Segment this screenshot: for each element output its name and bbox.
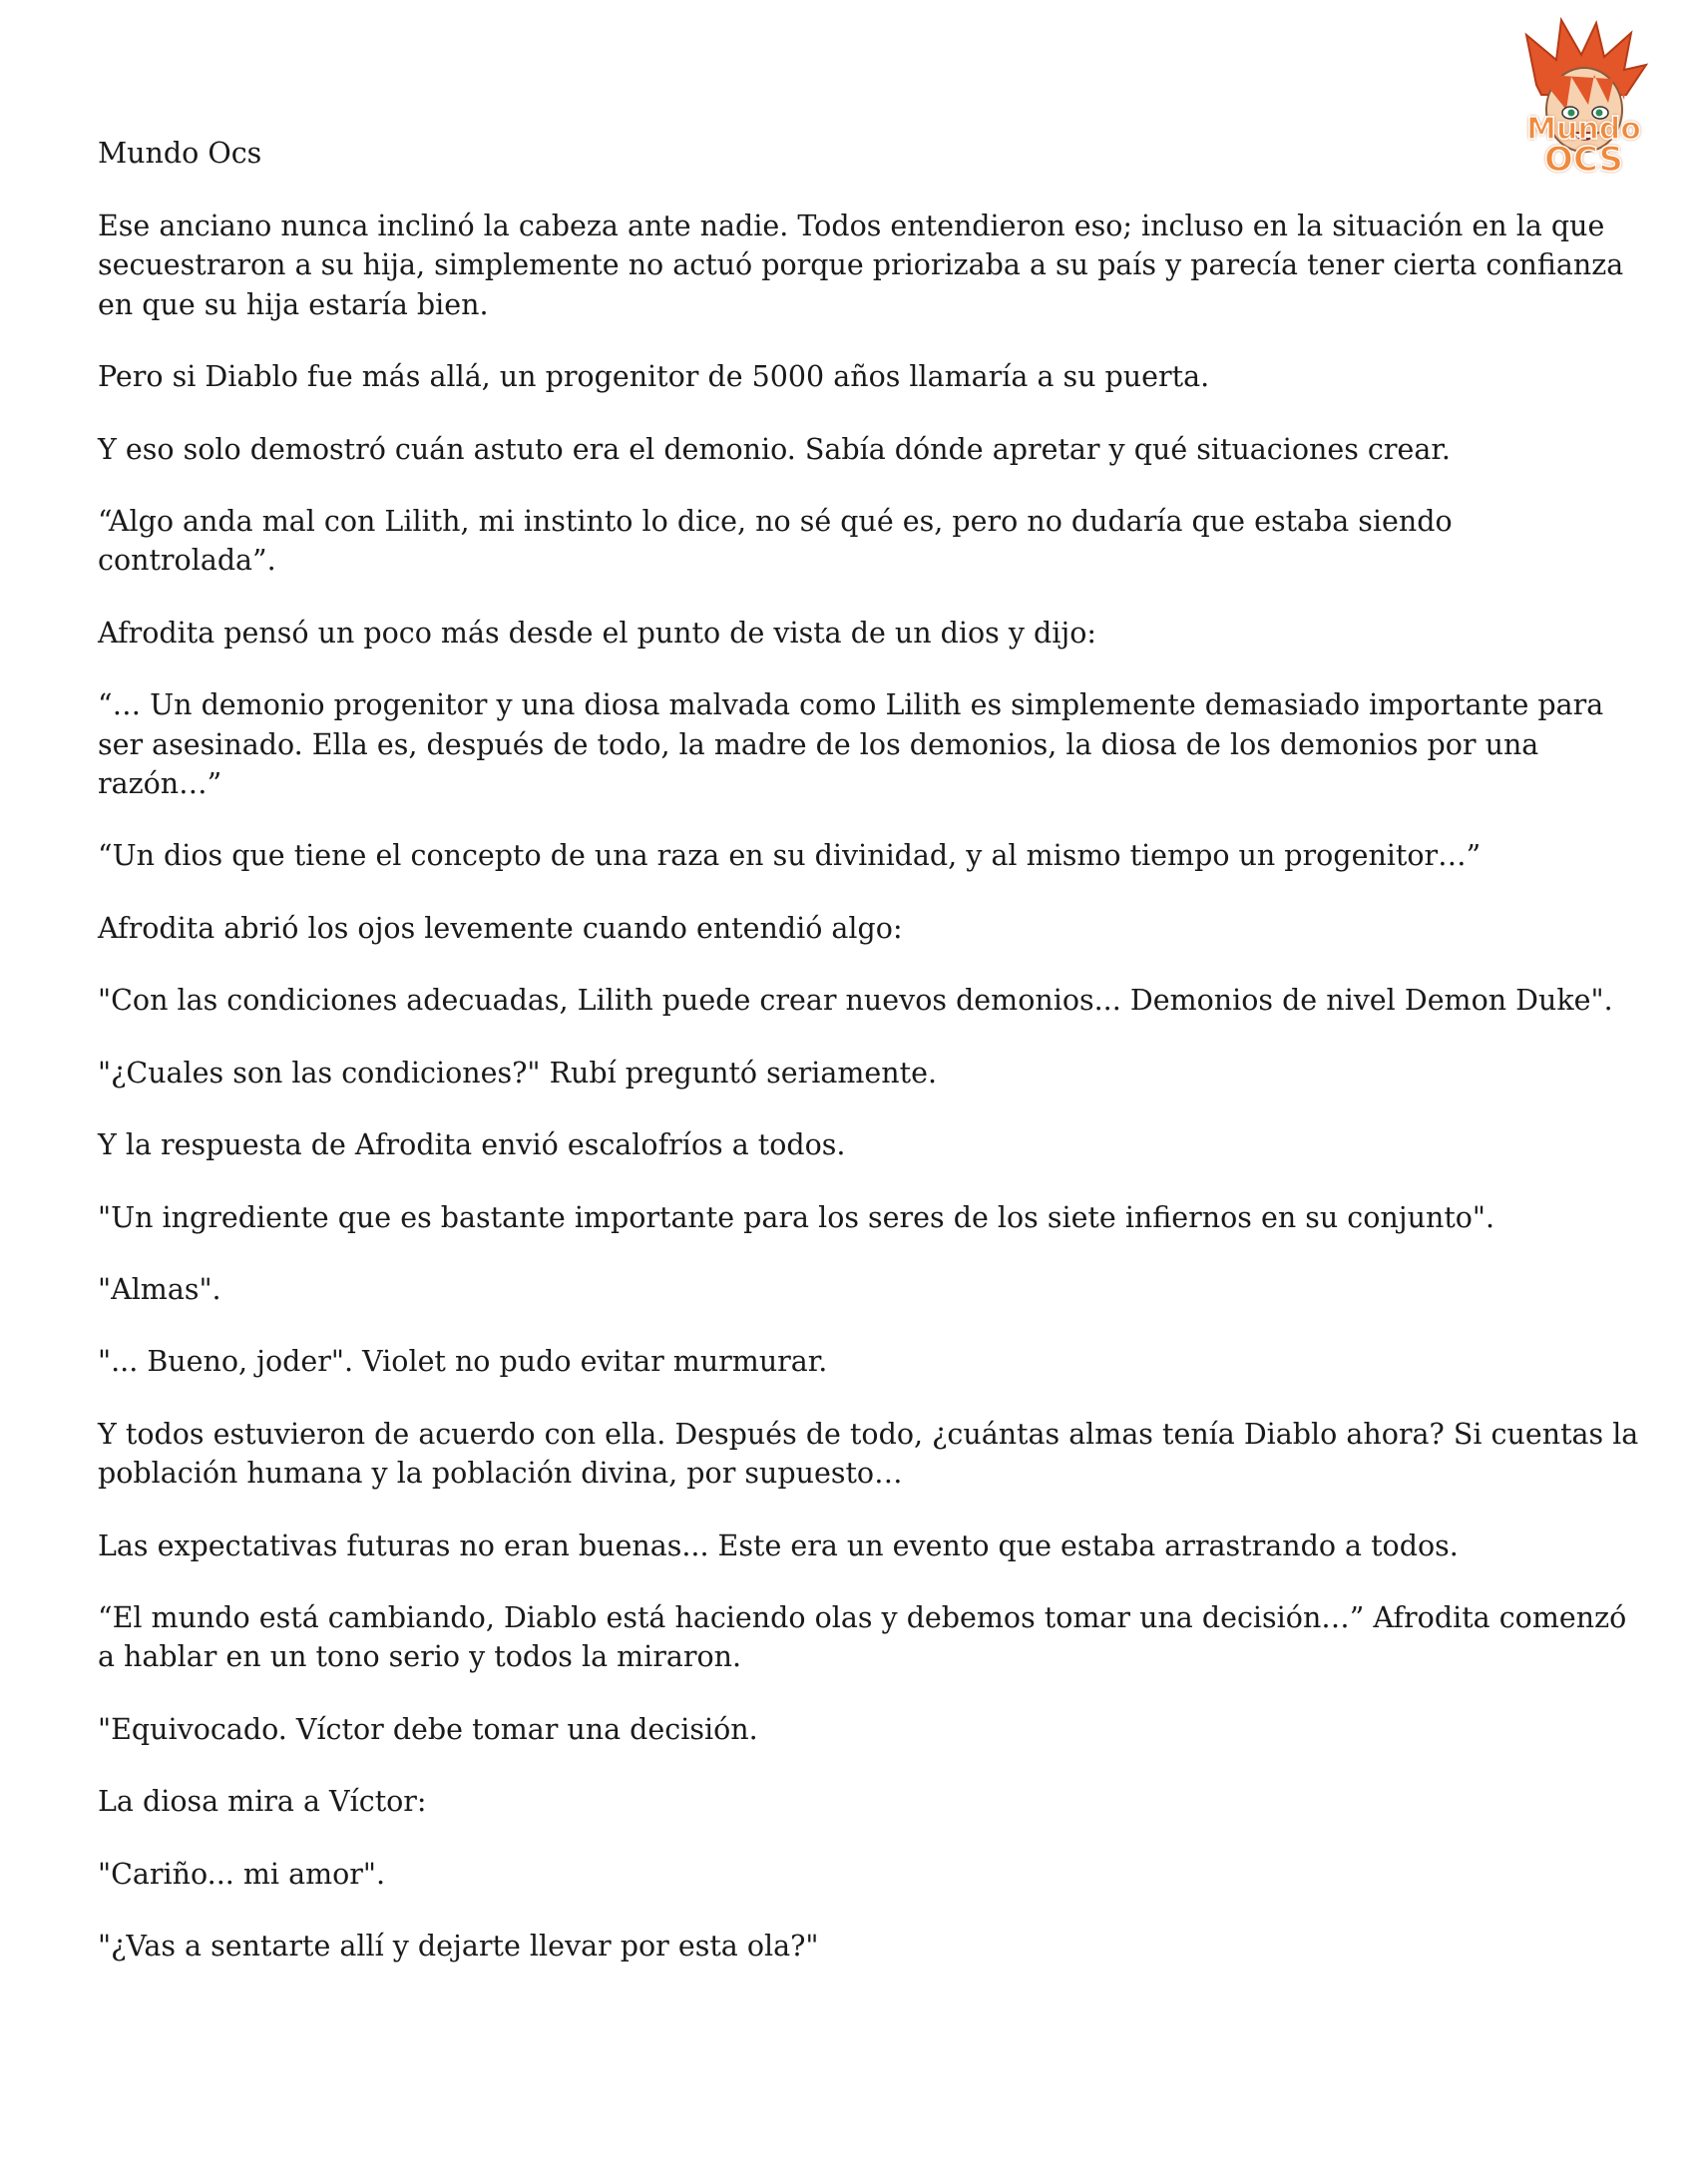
- paragraph: Afrodita pensó un poco más desde el punto de vista de un dios y dijo:: [98, 616, 1096, 650]
- paragraph: Y eso solo demostró cuán astuto era el demonio. Sabía dónde apretar y qué situaciones crear.: [98, 432, 1451, 466]
- paragraph: “El mundo está cambiando, Diablo está haciendo olas y debemos tomar una decisión…” Afrodita comenzó a hablar en un tono serio y todos la miraron.: [98, 1600, 1627, 1674]
- paragraph: La diosa mira a Víctor:: [98, 1785, 427, 1819]
- paragraph: “Un dios que tiene el concepto de una raza en su divinidad, y al mismo tiempo un progenitor…”: [98, 839, 1482, 873]
- page-title: Mundo Ocs: [98, 137, 262, 170]
- paragraph: “Algo anda mal con Lilith, mi instinto lo dice, no sé qué es, pero no dudaría que estaba siendo controlada”.: [98, 505, 1453, 578]
- paragraph: Y todos estuvieron de acuerdo con ella. Después de todo, ¿cuántas almas tenía Diablo ahora? Si cuentas la población humana y la población divina, por supuesto…: [98, 1417, 1639, 1491]
- mundo-ocs-logo-icon: [1496, 15, 1671, 190]
- paragraph: "¿Cuales son las condiciones?" Rubí preguntó seriamente.: [98, 1056, 938, 1090]
- logo-text-line2: OCS: [1544, 140, 1623, 180]
- paragraph: "... Bueno, joder". Violet no pudo evitar murmurar.: [98, 1345, 828, 1379]
- paragraph: Afrodita abrió los ojos levemente cuando entendió algo:: [98, 911, 903, 945]
- paragraph: "¿Vas a sentarte allí y dejarte llevar por esta ola?": [98, 1929, 819, 1963]
- paragraph: "Un ingrediente que es bastante importante para los seres de los siete infiernos en su conjunto".: [98, 1200, 1495, 1234]
- paragraph: Y la respuesta de Afrodita envió escalofríos a todos.: [98, 1128, 846, 1162]
- paragraph: "Cariño... mi amor".: [98, 1857, 386, 1891]
- paragraph: Las expectativas futuras no eran buenas... Este era un evento que estaba arrastrando a todos.: [98, 1529, 1459, 1562]
- logo-text-line1: Mundo: [1526, 112, 1641, 147]
- paragraph: Ese anciano nunca inclinó la cabeza ante nadie. Todos entendieron eso; incluso en la situación en la que secuestraron a su hija, simplemente no actuó porque priorizaba a su país y parecía tener cierta confianza en que su hija estaría bien.: [98, 210, 1624, 321]
- paragraph: "Con las condiciones adecuadas, Lilith puede crear nuevos demonios... Demonios de nivel Demon Duke".: [98, 984, 1613, 1018]
- paragraph: "Almas".: [98, 1272, 221, 1306]
- paragraph: "Equivocado. Víctor debe tomar una decisión.: [98, 1712, 758, 1746]
- logo-text: [1496, 112, 1671, 180]
- paragraph: Pero si Diablo fue más allá, un progenitor de 5000 años llamaría a su puerta.: [98, 360, 1210, 394]
- paragraph: “… Un demonio progenitor y una diosa malvada como Lilith es simplemente demasiado importante para ser asesinado. Ella es, después de todo, la madre de los demonios, la diosa de los demonios por una razón…”: [98, 688, 1604, 801]
- document-body: [98, 207, 1639, 1998]
